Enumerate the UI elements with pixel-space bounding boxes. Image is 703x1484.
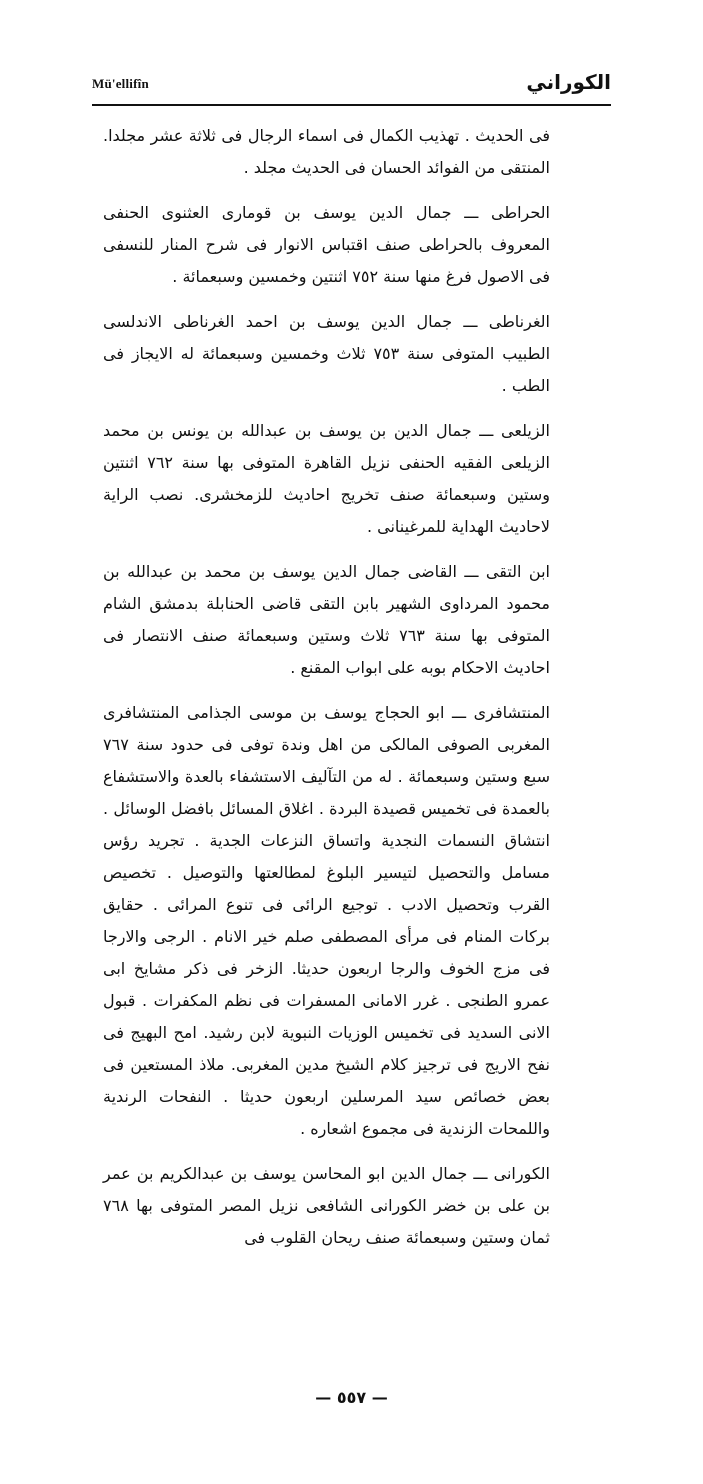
running-header (92, 70, 611, 106)
entry-gharnati (103, 306, 550, 402)
entry-harrati (103, 197, 550, 293)
entry-continued (103, 120, 550, 184)
entry-muntashafiri (103, 697, 550, 1145)
header-title: الكوراني (526, 70, 611, 94)
header-rule (92, 104, 611, 106)
body-text (103, 120, 550, 1267)
entry-zaylai (103, 415, 550, 543)
entry-text: فى الحديث . تهذيب الكمال فى اسماء الرجال فى ثلاثة عشر مجلدا. المنتقى من الفوائد الحسان فى الحديث مجلد . (103, 126, 550, 177)
page-number: — ٥٥٧ — (315, 1388, 388, 1407)
entry-text: الكورانى ـــ جمال الدين ابو المحاسن يوسف بن عبدالكريم بن عمر بن على بن خضر الكورانى الشافعى نزيل المصر المتوفى بها ٧٦٨ ثمان وستين وسبعمائة صنف ريحان القلوب فى (103, 1164, 550, 1247)
entry-text: الزيلعى ـــ جمال الدين بن يوسف بن عبدالله بن يونس بن محمد الزيلعى الفقيه الحنفى نزيل القاهرة المتوفى بها سنة ٧٦٢ اثنتين وستين وسبعمائة صنف تخريج احاديث للزمخشرى. نصب الراية لاحاديث الهداية للمرغينانى . (103, 421, 550, 536)
entry-text: الحراطى ـــ جمال الدين يوسف بن قومارى العثنوى الحنفى المعروف بالحراطى صنف اقتباس الانوار فى شرح المنار للنسفى فى الاصول فرغ منها سنة ٧٥٢ اثنتين وخمسين وسبعمائة . (103, 203, 550, 286)
entry-text: المنتشافرى ـــ ابو الحجاج يوسف بن موسى الجذامى المنتشافرى المغربى الصوفى المالكى من اهل وندة توفى فى حدود سنة ٧٦٧ سبع وستين وسبعمائة . له من التآليف الاستشفاء بالعدة والاستشفاع بالعمدة فى تخميس قصيدة البردة . اغلاق المسائل بافضل الوسائل . انتشاق النسمات النجدية واتساق النزعات الجدية . تجريد رؤس مسامل والتحصيل لتيسير البلوغ لمطالعتها والتوصيل . تخصيص القرب وتحصيل الادب . توجيع الرائى فى تنوع المرائى . حقايق بركات المنام فى مرأى المصطفى صلم خير الانام . الرجى والارجا فى مزج الخوف والرجا اربعون حديثا. الزخر فى ذكر مشايخ ابى عمرو الطنجى . غرر الامانى المسفرات فى نظم المكفرات . قبول الانى السديد فى تخميس الوزيات النبوية لابن رشيد. امح البهيج فى نفح الاريج فى ترجيز كلام الشيخ مدين المغربى. ملاذ المستعين فى بعض خصائص سيد المرسلين اربعون حديثا . النفحات الرندية واللمحات الزندية فى مجموع اشعاره . (103, 703, 550, 1138)
entry-kurani (103, 1158, 550, 1254)
entry-text: الغرناطى ـــ جمال الدين يوسف بن احمد الغرناطى الاندلسى الطبيب المتوفى سنة ٧٥٣ ثلاث وخمسين وسبعمائة له الايجاز فى الطب . (103, 312, 551, 395)
entry-ibn-al-taqi (103, 556, 550, 684)
entry-text: ابن التقى ـــ القاضى جمال الدين يوسف بن محمد بن عبدالله بن محمود المرداوى الشهير بابن التقى قاضى الحنابلة بدمشق الشام المتوفى بها سنة ٧٦٣ ثلاث وستين وسبعمائة صنف الانتصار فى احاديث الاحكام بوبه على ابواب المقنع . (103, 562, 551, 677)
header-volume-label: Mü'ellifîn (92, 76, 149, 91)
